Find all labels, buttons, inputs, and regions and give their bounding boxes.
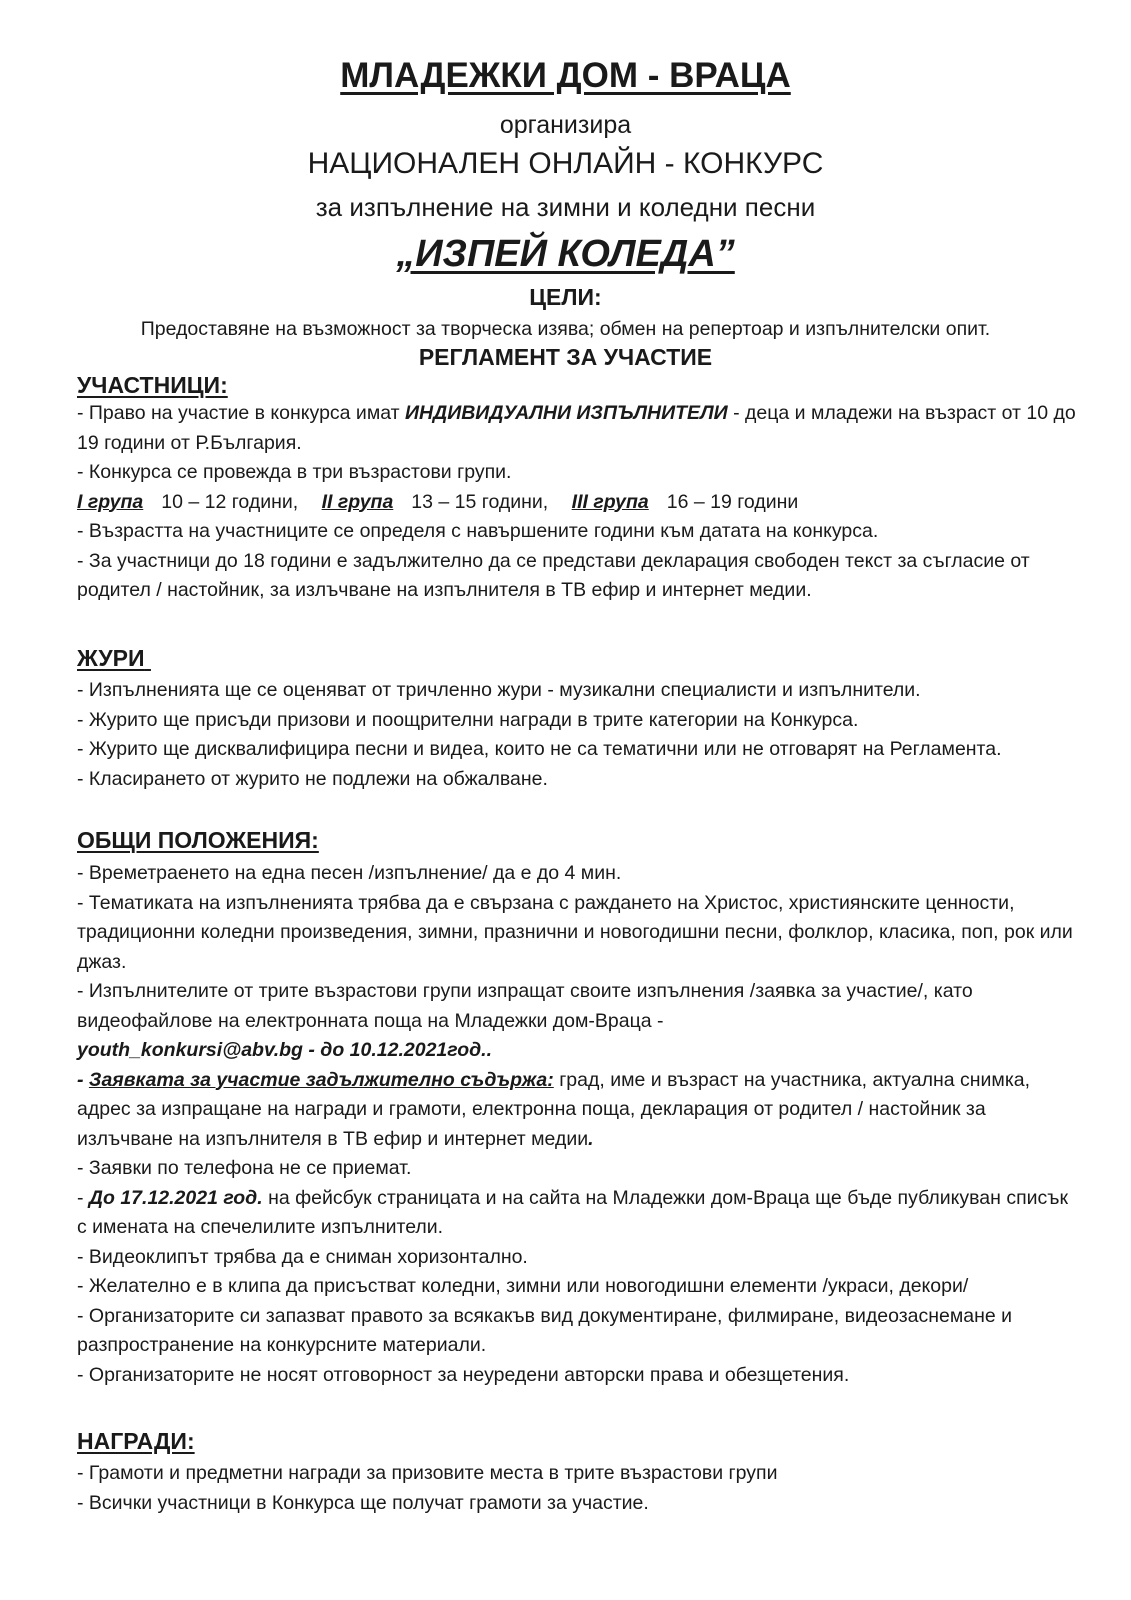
contest-name: „ИЗПЕЙ КОЛЕДА” bbox=[396, 233, 735, 275]
organizes-text: организира bbox=[499, 111, 632, 139]
awards-rule-2: - Всички участници в Конкурса ще получат грамоти за участие. bbox=[77, 1491, 649, 1514]
general-rule-4: - Заявката за участие задължително съдържа: град, име и възраст на участника, актуална снимка, адрес за изпращане на награди и грамоти, електронна поща, декларация от родител / настойник за излъчване на изпълнителя в ТВ ефир и интернет медии. bbox=[77, 1068, 1031, 1150]
participants-section bbox=[77, 399, 1077, 606]
jury-rule-4: - Класирането от журито не подлежи на обжалване. bbox=[77, 767, 548, 790]
general-section bbox=[77, 859, 1077, 1390]
participants-rule-1: - Право на участие в конкурса имат ИНДИВИДУАЛНИ ИЗПЪЛНИТЕЛИ - деца и младежи на възраст от 10 до 19 години от Р.България. bbox=[77, 402, 1076, 454]
awards-heading: НАГРАДИ: bbox=[77, 1428, 195, 1454]
general-rule-1: - Времетраенето на една песен /изпълнение/ да е до 4 мин. bbox=[77, 862, 622, 884]
goals-heading: ЦЕЛИ: bbox=[529, 284, 602, 310]
age-groups: I група 10 – 12 години, II група 13 – 15 години, III група 16 – 19 години bbox=[77, 490, 799, 513]
participants-rule-4: - Възрастта на участниците се определя с навършените години към датата на конкурса. bbox=[77, 520, 879, 542]
general-rule-10: - Организаторите не носят отговорност за неуредени авторски права и обезщетения. bbox=[77, 1363, 850, 1386]
organizer-title: МЛАДЕЖКИ ДОМ - ВРАЦА bbox=[340, 56, 791, 95]
group-1-label: I група bbox=[77, 490, 144, 513]
jury-rule-1: - Изпълненията ще се оценяват от тричленно жури - музикални специалисти и изпълнители. bbox=[77, 679, 921, 701]
participants-rule-2: - Конкурса се провежда в три възрастови групи. bbox=[77, 461, 512, 483]
participants-rule-5: - За участници до 18 години е задължително да се представи декларация свободен текст за съгласие от родител / настойник, за излъчване на изпълнителя в ТВ ефир и интернет медии. bbox=[77, 549, 1030, 601]
awards-section bbox=[77, 1459, 1077, 1518]
general-rule-2: - Тематиката на изпълненията трябва да е свързана с раждането на Христос, християнските ценности, традиционни коледни произведения, зимни, празнични и новогодишни песни, фолклор, класика, поп, рок или джаз. bbox=[77, 891, 1073, 973]
general-heading: ОБЩИ ПОЛОЖЕНИЯ: bbox=[77, 827, 319, 853]
jury-heading: ЖУРИ bbox=[77, 645, 145, 671]
contest-title: НАЦИОНАЛЕН ОНЛАЙН - КОНКУРС bbox=[307, 147, 824, 180]
general-rule-7: - Видеоклипът трябва да е сниман хоризонтално. bbox=[77, 1245, 528, 1268]
email-deadline: youth_konkursi@abv.bg - до 10.12.2021год.. bbox=[77, 1039, 493, 1061]
group-3-label: III група bbox=[571, 490, 649, 513]
awards-rule-1: - Грамоти и предметни награди за призовите места в трите възрастови групи bbox=[77, 1462, 778, 1484]
jury-rule-3: - Журито ще дисквалифицира песни и видеа, които не са тематични или не отговарят на Регламента. bbox=[77, 738, 1002, 760]
contest-subtitle: за изпълнение на зимни и коледни песни bbox=[315, 192, 816, 222]
general-rule-3: - Изпълнителите от трите възрастови групи изпращат своите изпълнения /заявка за участие/, като видеофайлове на електронната поща на Младежки дом-Враца - bbox=[77, 980, 973, 1032]
group-2-label: II група bbox=[321, 490, 394, 513]
general-rule-6: - До 17.12.2021 год. на фейсбук страницата и на сайта на Младежки дом-Враца ще бъде публикуван списък с имената на спечелилите изпълнители. bbox=[77, 1186, 1068, 1238]
jury-section bbox=[77, 676, 1077, 794]
general-rule-5: - Заявки по телефона не се приемат. bbox=[77, 1157, 412, 1179]
general-rule-9: - Организаторите си запазват правото за всякакъв вид документиране, филмиране, видеозаснемане и разпространение на конкурсните материали. bbox=[77, 1304, 1013, 1356]
jury-rule-2: - Журито ще присъди призови и поощрителни награди в трите категории на Конкурса. bbox=[77, 708, 859, 731]
regulation-heading: РЕГЛАМЕНТ ЗА УЧАСТИЕ bbox=[418, 344, 713, 370]
goals-text: Предоставяне на възможност за творческа изява; обмен на репертоар и изпълнителски опит. bbox=[140, 318, 991, 340]
participants-heading: УЧАСТНИЦИ: bbox=[77, 372, 228, 398]
general-rule-8: - Желателно е в клипа да присъстват коледни, зимни или новогодишни елементи /украси, декори/ bbox=[77, 1275, 969, 1297]
